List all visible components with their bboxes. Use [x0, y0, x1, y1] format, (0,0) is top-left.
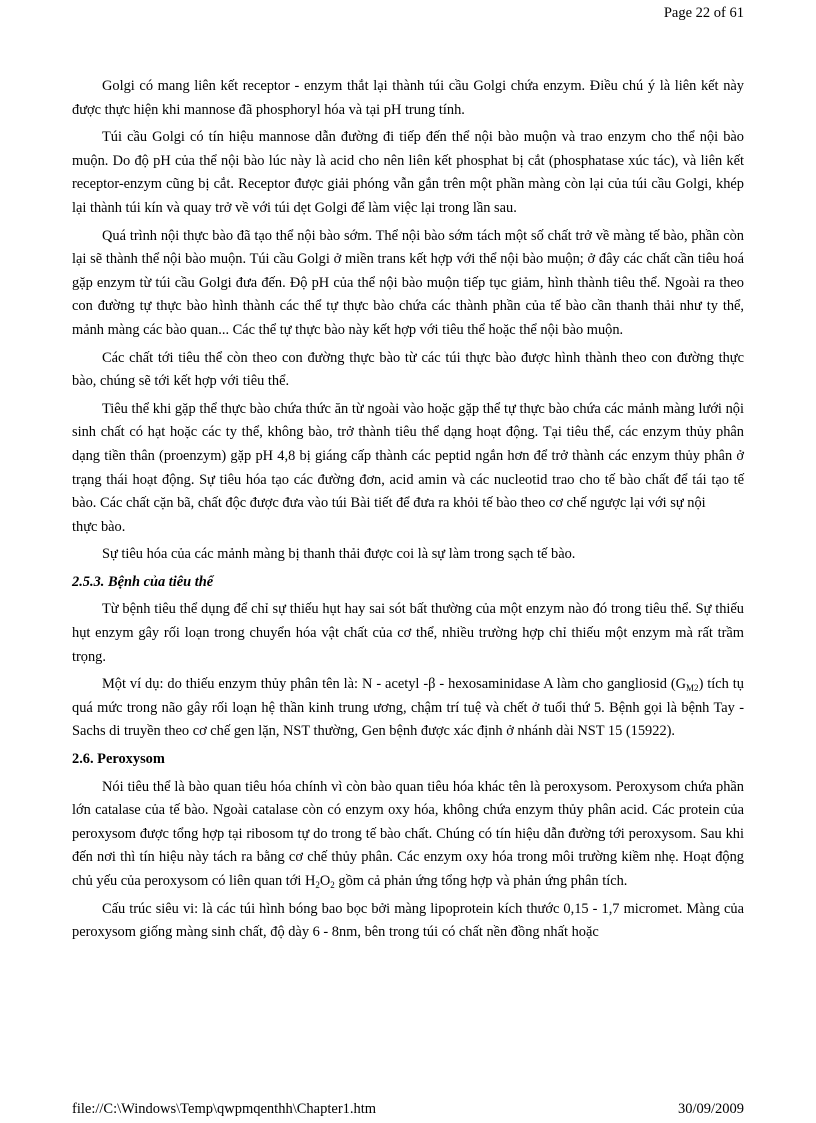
- file-path: file://C:\Windows\Temp\qwpmqenthh\Chapter1.htm: [72, 1101, 377, 1117]
- page-number: Page 22 of 61: [663, 5, 744, 21]
- paragraph: Từ bệnh tiêu thể dụng để chỉ sự thiếu hụt hay sai sót bất thường của một enzym nào đó trong tiêu thể. Sự thiếu hụt enzym gây rối loạn trong chuyển hóa vật chất của cơ thể, nhiều trường hợp chỉ thiếu một enzym mà rất trầm trọng.: [72, 601, 744, 665]
- paragraph-tay-sachs: Một ví dụ: do thiếu enzym thủy phân tên là: N - acetyl -β - hexosaminidase A làm cho gangliosid $(G_{M2})$ tích tụ quá mức trong não gây rối loạn hệ thần kinh trung ương, chậm trí tuệ và chết ở tuổi thứ 5. Bệnh gọi là bệnh Tay - Sachs di truyền theo cơ chế gen lặn, NST thường, Gen bệnh được xác định ở nhánh dài NST 15 (15922).: [72, 676, 745, 740]
- section-heading-2-5-3: 2.5.3. Bệnh của tiêu thể: [72, 573, 214, 590]
- page-footer: [72, 1101, 744, 1118]
- paragraph: Các chất tới tiêu thể còn theo con đường thực bào từ các túi thực bào được hình thành theo con đường thực bào, chúng sẽ tới kết hợp với tiêu thể.: [72, 349, 744, 390]
- print-date: 30/09/2009: [677, 1101, 744, 1117]
- paragraph-peroxysom: Nói tiêu thể là bào quan tiêu hóa chính vì còn bào quan tiêu hóa khác tên là peroxysom. Peroxysom chứa phần lớn catalase của tế bào. Ngoài catalase còn có enzym oxy hóa, không chứa enzym thủy phân acid. Các protein của peroxysom được tổng hợp tại ribosom tự do trong tế bào chất. Chúng có tín hiệu dẫn đường tới peroxysom. Sau khi đến nơi thì tín hiệu này tách ra bằng cơ chế thủy phân. Các enzym oxy hóa trong môi trường kiềm nhẹ. Hoạt động chủ yếu của peroxysom có liên quan tới $H_2O_2$ gồm cả phản ứng tổng hợp và phản ứng phân tích.: [72, 778, 744, 890]
- paragraph: Túi cầu Golgi có tín hiệu mannose dẫn đường đi tiếp đến thể nội bào muộn và trao enzym cho thể nội bào muộn. Do độ pH của thể nội bào lúc này là acid cho nên liên kết phosphat bị cắt (phosphatase xúc tác), và liên kết receptor-enzym cũng bị cắt. Receptor được giải phóng vẫn gắn trên một phần màng còn lại của túi cầu Golgi, khép lại thành túi kín và quay trở về với túi dẹt Golgi để làm việc lại trong lần sau.: [72, 129, 744, 216]
- paragraph: Golgi có mang liên kết receptor - enzym thắt lại thành túi cầu Golgi chứa enzym. Điều chú ý là liên kết này được thực hiện khi mannose đã phosphoryl hóa và tại pH trung tính.: [72, 78, 744, 118]
- paragraph: Sự tiêu hóa của các mảnh màng bị thanh thải được coi là sự làm trong sạch tế bào.: [102, 546, 576, 563]
- section-heading-2-6: 2.6. Peroxysom: [72, 751, 165, 768]
- document-body: [72, 75, 744, 949]
- paragraph: Cấu trúc siêu vi: là các túi hình bóng bao bọc bởi màng lipoprotein kích thước 0,15 - 1,7 micromet. Màng của peroxysom giống màng sinh chất, độ dày 6 - 8nm, bên trong túi có chất nền đồng nhất hoặc: [72, 900, 744, 941]
- paragraph: Quá trình nội thực bào đã tạo thể nội bào sớm. Thể nội bào sớm tách một số chất trở về màng tế bào, phần còn lại sẽ thành thể nội bào muộn. Túi cầu Golgi ở miền trans kết hợp với thể nội bào muộn; ở đây các chất cần tiêu hoá gặp enzym từ túi cầu Golgi đưa đến. Độ pH của thể nội bào muộn tiếp tục giảm, hình thành tiêu thể. Ngoài ra theo con đường tự thực bào hình thành các thể tự thực bào chứa các thành phần của tế bào cần thanh thải như ty thể, mảnh màng các bào quan... Các thể tự thực bào này kết hợp với tiêu thể hoặc thể nội bào muộn.: [72, 227, 744, 338]
- paragraph-continuation: thực bào.: [72, 518, 126, 535]
- paragraph: Tiêu thể khi gặp thể thực bào chứa thức ăn từ ngoài vào hoặc gặp thể tự thực bào chứa các mảnh màng lưới nội sinh chất có hạt hoặc các ty thể, không bào, trở thành tiêu thể dạng hoạt động. Tại tiêu thể, các enzym thủy phân dạng tiền thân (proenzym) gặp pH 4,8 bị giáng cấp thành các peptid ngắn hơn để trở thành các enzym thủy phân ở trạng thái hoạt động. Sự tiêu hóa tạo các đường đơn, acid amin và các nucleotid trao cho tế bào chất để tái tạo tế bào. Các chất cặn bã, chất độc được đưa vào túi Bài tiết để đưa ra khỏi tế bào theo cơ chế ngược lại với sự nội: [72, 400, 744, 512]
